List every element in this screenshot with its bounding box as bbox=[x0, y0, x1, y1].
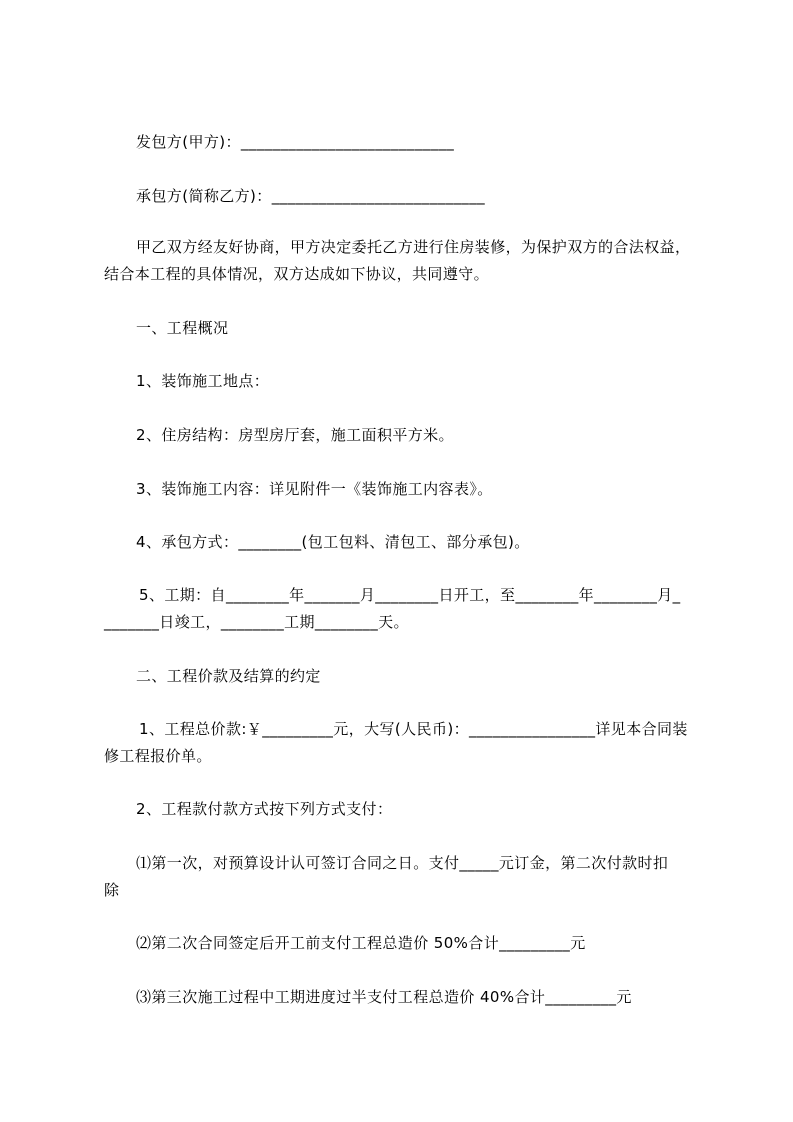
payment-item-2: ⑵第二次合同签定后开工前支付工程总造价 50%合计_________元 bbox=[136, 934, 586, 952]
clause-1-1: 1、装饰施工地点： bbox=[136, 372, 270, 390]
clause-1-5-line-2: _______日竣工，________工期________天。 bbox=[104, 613, 409, 631]
section-heading-1: 一、工程概况 bbox=[136, 319, 229, 337]
preamble-line-2: 结合本工程的具体情况，双方达成如下协议，共同遵守。 bbox=[104, 265, 490, 283]
clause-2-2: 2、工程款付款方式按下列方式支付： bbox=[136, 800, 393, 818]
clause-2-1-line-2: 修工程报价单。 bbox=[104, 747, 212, 765]
clause-2-1-line-1: 1、工程总价款:￥_________元，大写(人民币)：________________详见本合同装 bbox=[139, 720, 688, 738]
section-heading-2: 二、工程价款及结算的约定 bbox=[136, 667, 321, 685]
clause-1-4: 4、承包方式：________(包工包料、清包工、部分承包)。 bbox=[136, 533, 530, 551]
clause-1-3: 3、装饰施工内容：详见附件一《装饰施工内容表》。 bbox=[136, 480, 493, 498]
clause-1-5-line-1: 5、工期：自________年_______月________日开工，至________年________月_ bbox=[139, 586, 681, 604]
preamble-line-1: 甲乙双方经友好协商，甲方决定委托乙方进行住房装修，为保护双方的合法权益， bbox=[136, 238, 691, 256]
payment-item-1-line-2: 除 bbox=[104, 881, 120, 899]
payment-item-3: ⑶第三次施工过程中工期进度过半支付工程总造价 40%合计_________元 bbox=[136, 988, 632, 1006]
party-b-line: 承包方(简称乙方)：___________________________ bbox=[136, 187, 486, 205]
party-a-line: 发包方(甲方)：___________________________ bbox=[136, 133, 455, 151]
clause-1-2: 2、住房结构：房型房厅套，施工面积平方米。 bbox=[136, 426, 454, 444]
payment-item-1-line-1: ⑴第一次，对预算设计认可签订合同之日。支付_____元订金，第二次付款时扣 bbox=[136, 854, 669, 872]
